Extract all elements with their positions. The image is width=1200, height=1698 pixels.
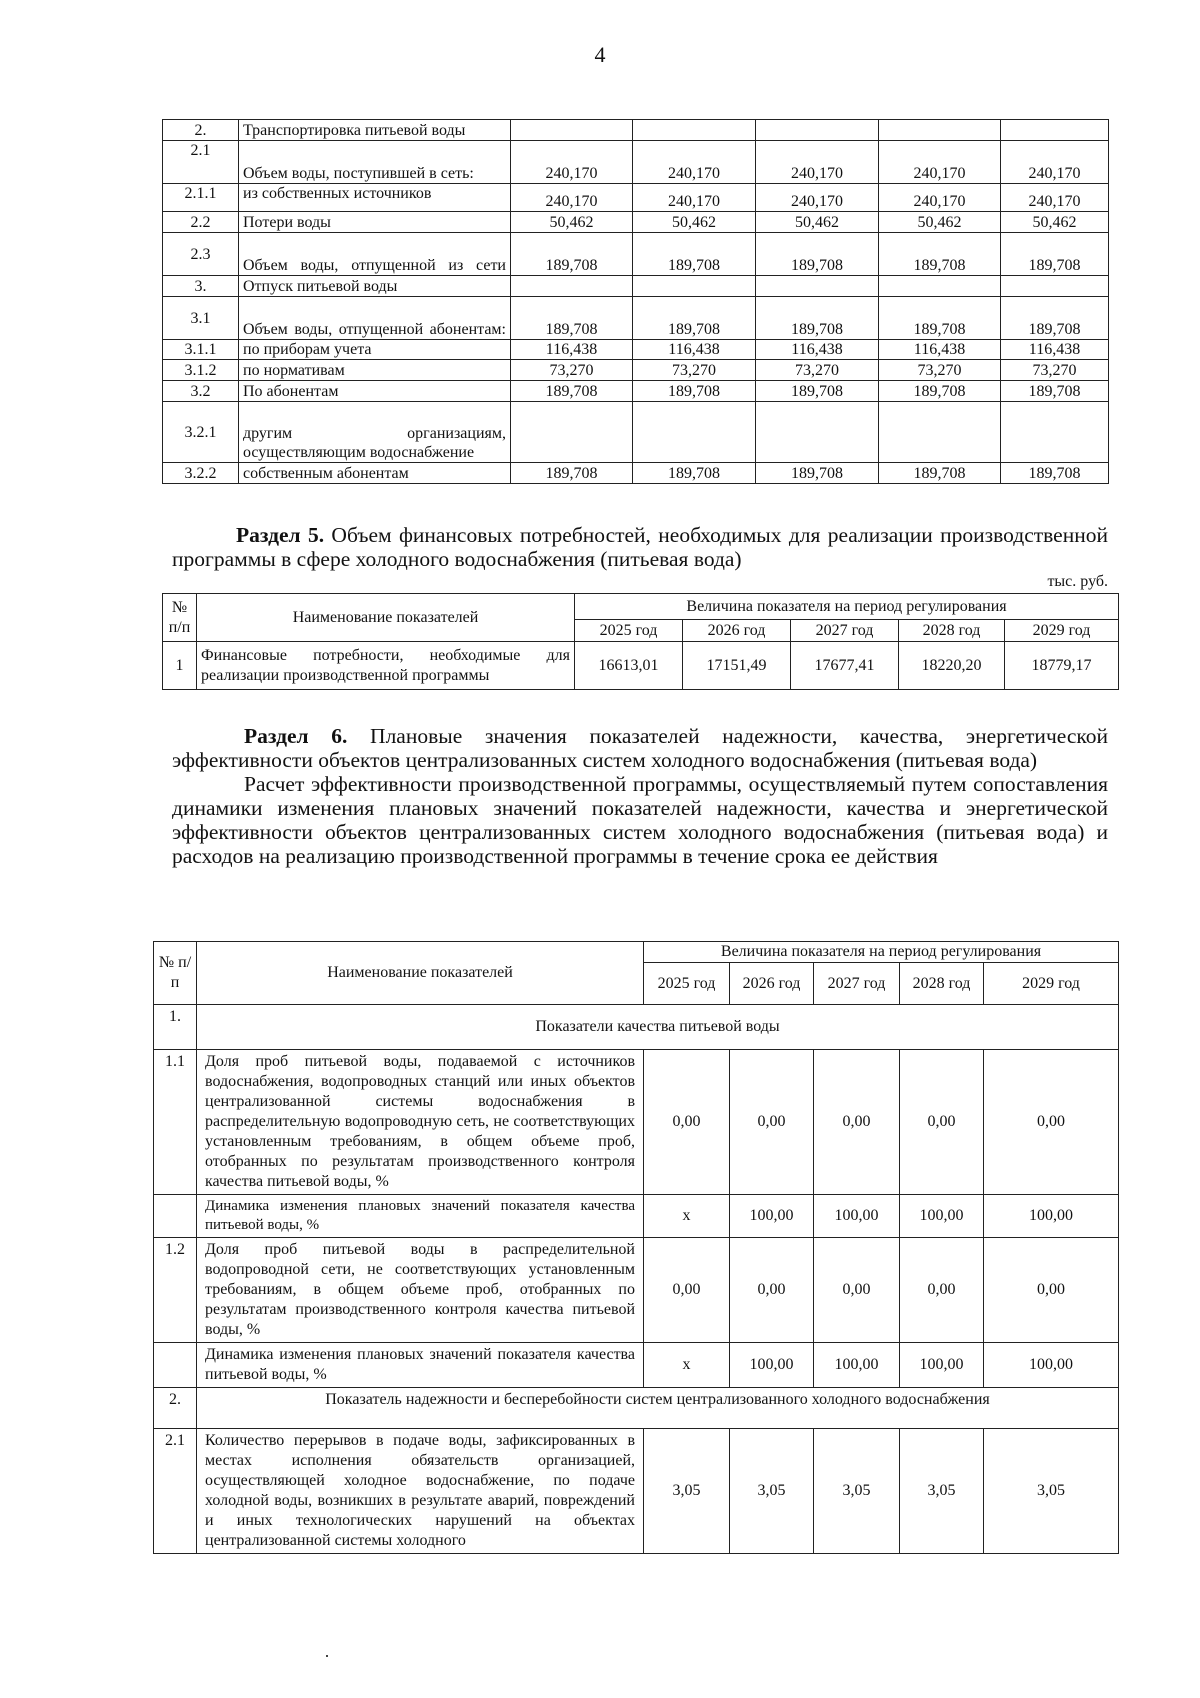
financial-needs-table — [162, 593, 1119, 690]
cell-value: 240,170 — [1001, 184, 1109, 212]
cell-value: 0,00 — [900, 1050, 984, 1195]
row-number: 2.1.1 — [163, 184, 239, 212]
table-row — [163, 184, 1109, 212]
table-row — [154, 1343, 1119, 1388]
scan-speck — [326, 1655, 328, 1657]
cell-value: 240,170 — [511, 184, 633, 212]
cell-value: 73,270 — [633, 360, 756, 381]
cell-value: 116,438 — [756, 340, 879, 360]
col-header-year: 2027 год — [814, 963, 900, 1005]
table-row — [163, 642, 1119, 690]
row-number — [154, 1195, 197, 1238]
row-number: 2.1 — [154, 1429, 197, 1554]
group-title: Показатель надежности и бесперебойности систем централизованного холодного водоснабжения — [197, 1388, 1119, 1429]
cell-value: 189,708 — [633, 463, 756, 484]
row-number: 2.1 — [163, 141, 239, 184]
cell-value: 3,05 — [644, 1429, 730, 1554]
row-number: 3.2.2 — [163, 463, 239, 484]
cell-value: 3,05 — [814, 1429, 900, 1554]
row-number: 3. — [163, 276, 239, 297]
row-number: 2.2 — [163, 212, 239, 233]
cell-value: 3,05 — [984, 1429, 1119, 1554]
cell-value: 240,170 — [1001, 141, 1109, 184]
section-6-paragraph: Расчет эффективности производственной программы, осуществляемый путем сопоставления динамики изменения плановых значений показателей надежности, качества и энергетической эффективности объектов централизованных систем холодного водоснабжения (питьевая вода) и расходов на реализацию производственной программы в течение срока ее действия — [172, 772, 1108, 868]
cell-value — [511, 276, 633, 297]
row-number: 3.1 — [163, 297, 239, 340]
cell-value: 189,708 — [756, 381, 879, 402]
cell-value: 100,00 — [730, 1195, 814, 1238]
row-name: Количество перерывов в подаче воды, зафиксированных в местах исполнения обязательств организацией, осуществляющей холодное водоснабжение, по подаче холодной воды, возникших в результате аварий, повреждений и иных технологических нарушений на объектах централизованной системы холодного — [197, 1429, 644, 1554]
cell-value: 100,00 — [900, 1195, 984, 1238]
row-name: Объем воды, отпущенной из сети — [239, 233, 511, 276]
col-header-year: 2026 год — [683, 620, 791, 642]
indicators-table — [153, 941, 1119, 1554]
row-number: 2.3 — [163, 233, 239, 276]
cell-value: 189,708 — [756, 233, 879, 276]
row-name: Отпуск питьевой воды — [239, 276, 511, 297]
row-name: собственным абонентам — [239, 463, 511, 484]
cell-value: 0,00 — [814, 1050, 900, 1195]
cell-value: 189,708 — [633, 381, 756, 402]
cell-value: 100,00 — [814, 1195, 900, 1238]
cell-value: 240,170 — [633, 141, 756, 184]
cell-value: 189,708 — [879, 233, 1001, 276]
col-header-year: 2025 год — [644, 963, 730, 1005]
col-header-period: Величина показателя на период регулирования — [644, 942, 1119, 963]
cell-value — [879, 120, 1001, 141]
cell-value: 100,00 — [814, 1343, 900, 1388]
row-name: По абонентам — [239, 381, 511, 402]
col-header-period: Величина показателя на период регулирования — [575, 594, 1119, 620]
cell-value — [756, 120, 879, 141]
row-name: из собственных источников — [239, 184, 511, 212]
row-name: другим организациям, осуществляющим водоснабжение — [239, 402, 511, 463]
table-row — [163, 276, 1109, 297]
row-number: 2. — [163, 120, 239, 141]
cell-value: 17677,41 — [791, 642, 899, 690]
row-number: 3.2.1 — [163, 402, 239, 463]
row-name: Доля проб питьевой воды, подаваемой с источников водоснабжения, водопроводных станций или иных объектов централизованной системы водоснабжения в распределительную водопроводную сеть, не соответствующих установленным требованиям, в общем объеме проб, отобранных по результатам производственного контроля качества питьевой воды, % — [197, 1050, 644, 1195]
row-name: Объем воды, отпущенной абонентам: — [239, 297, 511, 340]
cell-value: 16613,01 — [575, 642, 683, 690]
cell-value: 189,708 — [511, 297, 633, 340]
row-name: Объем воды, поступившей в сеть: — [239, 141, 511, 184]
cell-value: 0,00 — [984, 1238, 1119, 1343]
row-name: по приборам учета — [239, 340, 511, 360]
col-header-name: Наименование показателей — [197, 594, 575, 642]
cell-value: 0,00 — [644, 1238, 730, 1343]
cell-value: 3,05 — [900, 1429, 984, 1554]
col-header-year: 2029 год — [1005, 620, 1119, 642]
cell-value: 116,438 — [879, 340, 1001, 360]
cell-value — [633, 276, 756, 297]
cell-value: 189,708 — [1001, 381, 1109, 402]
cell-value: 240,170 — [756, 184, 879, 212]
group-title: Показатели качества питьевой воды — [197, 1005, 1119, 1050]
table-row — [163, 212, 1109, 233]
cell-value: 3,05 — [730, 1429, 814, 1554]
table-row — [163, 141, 1109, 184]
cell-value: 189,708 — [633, 233, 756, 276]
row-name: по нормативам — [239, 360, 511, 381]
cell-value: х — [644, 1343, 730, 1388]
row-name: Финансовые потребности, необходимые для реализации производственной программы — [197, 642, 575, 690]
col-header-name: Наименование показателей — [197, 942, 644, 1005]
cell-value — [879, 402, 1001, 463]
section-6-heading — [172, 724, 1108, 868]
table-row — [154, 1050, 1119, 1195]
cell-value — [1001, 120, 1109, 141]
row-name: Динамика изменения плановых значений показателя качества питьевой воды, % — [197, 1343, 644, 1388]
table-row — [163, 402, 1109, 463]
cell-value — [633, 120, 756, 141]
row-name: Доля проб питьевой воды в распределительной водопроводной сети, не соответствующих установленным требованиям, в общем объеме проб, отобранных по результатам производственного контроля качества питьевой воды, % — [197, 1238, 644, 1343]
group-number: 1. — [154, 1005, 197, 1050]
row-number: 3.2 — [163, 381, 239, 402]
cell-value: 189,708 — [511, 381, 633, 402]
cell-value: 18220,20 — [899, 642, 1005, 690]
row-name: Динамика изменения плановых значений показателя качества питьевой воды, % — [197, 1195, 644, 1238]
table-row — [163, 297, 1109, 340]
cell-value: 189,708 — [879, 463, 1001, 484]
cell-value: 189,708 — [756, 297, 879, 340]
cell-value: 100,00 — [984, 1195, 1119, 1238]
cell-value: 73,270 — [879, 360, 1001, 381]
table-row — [163, 233, 1109, 276]
group-row — [154, 1005, 1119, 1050]
table-row — [154, 1195, 1119, 1238]
section-5-label: Раздел 5. — [236, 523, 325, 547]
cell-value: 240,170 — [511, 141, 633, 184]
col-header-year: 2028 год — [899, 620, 1005, 642]
water-volume-table — [162, 119, 1109, 484]
cell-value — [633, 402, 756, 463]
cell-value: 0,00 — [814, 1238, 900, 1343]
cell-value: 50,462 — [633, 212, 756, 233]
row-name: Потери воды — [239, 212, 511, 233]
row-number — [154, 1343, 197, 1388]
cell-value: 189,708 — [756, 463, 879, 484]
cell-value: 73,270 — [511, 360, 633, 381]
col-header-number: № п/п — [154, 942, 197, 1005]
cell-value — [756, 402, 879, 463]
table-row — [163, 381, 1109, 402]
section-5-title: Объем финансовых потребностей, необходимых для реализации производственной программы в сфере холодного водоснабжения (питьевая вода) — [172, 523, 1108, 571]
cell-value: 189,708 — [879, 381, 1001, 402]
cell-value: 0,00 — [730, 1238, 814, 1343]
cell-value: 240,170 — [879, 141, 1001, 184]
col-header-year: 2028 год — [900, 963, 984, 1005]
cell-value: 189,708 — [1001, 463, 1109, 484]
cell-value: 189,708 — [511, 233, 633, 276]
table-row — [163, 120, 1109, 141]
cell-value: 50,462 — [1001, 212, 1109, 233]
cell-value: 50,462 — [511, 212, 633, 233]
cell-value: 18779,17 — [1005, 642, 1119, 690]
cell-value: 100,00 — [730, 1343, 814, 1388]
table-row — [154, 1238, 1119, 1343]
cell-value: 240,170 — [756, 141, 879, 184]
cell-value — [511, 402, 633, 463]
group-row — [154, 1388, 1119, 1429]
page-number: 4 — [594, 42, 606, 67]
cell-value: 240,170 — [879, 184, 1001, 212]
col-header-year: 2027 год — [791, 620, 899, 642]
cell-value: 100,00 — [900, 1343, 984, 1388]
cell-value: 50,462 — [879, 212, 1001, 233]
cell-value: 100,00 — [984, 1343, 1119, 1388]
row-name: Транспортировка питьевой воды — [239, 120, 511, 141]
cell-value: 189,708 — [1001, 297, 1109, 340]
cell-value: 0,00 — [900, 1238, 984, 1343]
cell-value: 17151,49 — [683, 642, 791, 690]
cell-value — [511, 120, 633, 141]
cell-value — [879, 276, 1001, 297]
row-number: 3.1.2 — [163, 360, 239, 381]
cell-value: 240,170 — [633, 184, 756, 212]
cell-value: 189,708 — [633, 297, 756, 340]
cell-value: 116,438 — [511, 340, 633, 360]
table-row — [163, 463, 1109, 484]
row-number: 3.1.1 — [163, 340, 239, 360]
cell-value: 0,00 — [984, 1050, 1119, 1195]
table-row — [163, 340, 1109, 360]
col-header-number: № п/п — [163, 594, 197, 642]
cell-value: 116,438 — [633, 340, 756, 360]
section-5-heading — [172, 523, 1108, 571]
row-number: 1.1 — [154, 1050, 197, 1195]
cell-value: 50,462 — [756, 212, 879, 233]
section-6-label: Раздел 6. — [244, 724, 348, 748]
table-row — [163, 360, 1109, 381]
cell-value — [756, 276, 879, 297]
section-6-title: Плановые значения показателей надежности, качества, энергетической эффективности объектов централизованных систем холодного водоснабжения (питьевая вода) — [172, 724, 1108, 772]
cell-value: 0,00 — [730, 1050, 814, 1195]
cell-value: 73,270 — [756, 360, 879, 381]
cell-value — [1001, 276, 1109, 297]
unit-label: тыс. руб. — [1047, 573, 1108, 590]
cell-value: 73,270 — [1001, 360, 1109, 381]
group-number: 2. — [154, 1388, 197, 1429]
col-header-year: 2029 год — [984, 963, 1119, 1005]
cell-value: 0,00 — [644, 1050, 730, 1195]
row-number: 1 — [163, 642, 197, 690]
cell-value: 189,708 — [1001, 233, 1109, 276]
table-row — [154, 1429, 1119, 1554]
row-number: 1.2 — [154, 1238, 197, 1343]
col-header-year: 2026 год — [730, 963, 814, 1005]
cell-value: 189,708 — [511, 463, 633, 484]
cell-value: 116,438 — [1001, 340, 1109, 360]
cell-value: х — [644, 1195, 730, 1238]
cell-value: 189,708 — [879, 297, 1001, 340]
col-header-year: 2025 год — [575, 620, 683, 642]
cell-value — [1001, 402, 1109, 463]
